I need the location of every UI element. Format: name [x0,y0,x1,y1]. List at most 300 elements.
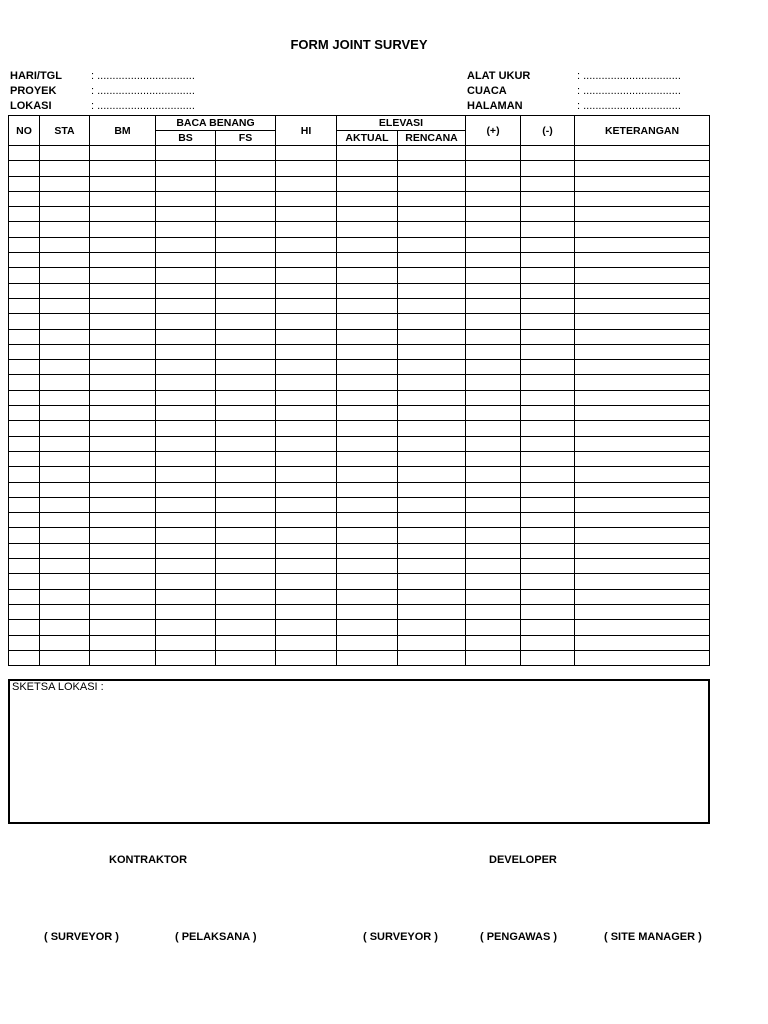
table-cell[interactable] [40,298,90,313]
table-cell[interactable] [337,161,398,176]
table-cell[interactable] [156,451,216,466]
table-cell[interactable] [337,360,398,375]
table-cell[interactable] [466,176,521,191]
table-cell[interactable] [575,513,710,528]
table-cell[interactable] [90,237,156,252]
table-cell[interactable] [216,635,276,650]
table-cell[interactable] [40,191,90,206]
table-cell[interactable] [521,497,575,512]
table-cell[interactable] [90,390,156,405]
table-cell[interactable] [466,390,521,405]
table-cell[interactable] [575,161,710,176]
table-cell[interactable] [156,314,216,329]
table-cell[interactable] [156,620,216,635]
table-cell[interactable] [276,513,337,528]
table-cell[interactable] [156,650,216,665]
table-cell[interactable] [337,298,398,313]
table-cell[interactable] [337,543,398,558]
table-cell[interactable] [9,497,40,512]
table-cell[interactable] [575,650,710,665]
table-cell[interactable] [398,298,466,313]
table-cell[interactable] [521,543,575,558]
table-cell[interactable] [90,146,156,161]
table-cell[interactable] [575,176,710,191]
table-cell[interactable] [156,406,216,421]
table-cell[interactable] [398,467,466,482]
table-cell[interactable] [276,650,337,665]
table-cell[interactable] [216,298,276,313]
table-cell[interactable] [575,268,710,283]
table-cell[interactable] [276,528,337,543]
table-cell[interactable] [156,283,216,298]
table-cell[interactable] [156,559,216,574]
table-cell[interactable] [40,451,90,466]
table-cell[interactable] [9,253,40,268]
table-cell[interactable] [40,161,90,176]
table-cell[interactable] [398,543,466,558]
table-cell[interactable] [156,191,216,206]
table-cell[interactable] [9,283,40,298]
table-cell[interactable] [575,283,710,298]
table-cell[interactable] [156,268,216,283]
table-cell[interactable] [466,574,521,589]
table-cell[interactable] [575,436,710,451]
table-cell[interactable] [9,559,40,574]
table-cell[interactable] [398,253,466,268]
table-cell[interactable] [521,406,575,421]
table-cell[interactable] [398,421,466,436]
table-cell[interactable] [156,421,216,436]
table-cell[interactable] [521,390,575,405]
table-cell[interactable] [466,161,521,176]
table-cell[interactable] [216,237,276,252]
table-cell[interactable] [156,482,216,497]
table-cell[interactable] [337,650,398,665]
table-cell[interactable] [466,543,521,558]
table-cell[interactable] [575,314,710,329]
table-cell[interactable] [466,650,521,665]
table-cell[interactable] [398,222,466,237]
table-cell[interactable] [398,497,466,512]
table-cell[interactable] [398,406,466,421]
table-cell[interactable] [398,329,466,344]
table-cell[interactable] [216,421,276,436]
table-cell[interactable] [575,298,710,313]
table-cell[interactable] [276,191,337,206]
table-cell[interactable] [9,421,40,436]
table-cell[interactable] [90,222,156,237]
table-cell[interactable] [216,161,276,176]
table-cell[interactable] [216,543,276,558]
table-cell[interactable] [216,191,276,206]
table-cell[interactable] [521,298,575,313]
meta-value[interactable]: : ................................ [91,85,195,97]
table-cell[interactable] [9,604,40,619]
table-cell[interactable] [398,528,466,543]
table-cell[interactable] [398,620,466,635]
table-cell[interactable] [466,406,521,421]
table-cell[interactable] [521,604,575,619]
table-cell[interactable] [521,436,575,451]
table-cell[interactable] [337,528,398,543]
table-cell[interactable] [276,268,337,283]
table-cell[interactable] [216,604,276,619]
table-cell[interactable] [575,467,710,482]
table-cell[interactable] [216,360,276,375]
table-cell[interactable] [90,635,156,650]
table-cell[interactable] [9,436,40,451]
table-cell[interactable] [521,207,575,222]
table-cell[interactable] [9,207,40,222]
table-cell[interactable] [40,314,90,329]
meta-value[interactable]: : ................................ [91,70,195,82]
table-cell[interactable] [521,176,575,191]
table-cell[interactable] [337,329,398,344]
table-cell[interactable] [337,635,398,650]
table-cell[interactable] [575,574,710,589]
table-cell[interactable] [90,543,156,558]
table-cell[interactable] [216,589,276,604]
table-cell[interactable] [9,222,40,237]
table-cell[interactable] [575,620,710,635]
table-cell[interactable] [156,253,216,268]
table-cell[interactable] [9,237,40,252]
table-cell[interactable] [575,406,710,421]
table-cell[interactable] [276,146,337,161]
table-cell[interactable] [466,513,521,528]
table-cell[interactable] [575,482,710,497]
table-cell[interactable] [466,620,521,635]
table-cell[interactable] [398,604,466,619]
table-cell[interactable] [156,574,216,589]
table-cell[interactable] [156,344,216,359]
table-cell[interactable] [40,650,90,665]
table-cell[interactable] [90,650,156,665]
table-cell[interactable] [9,574,40,589]
table-cell[interactable] [276,604,337,619]
table-cell[interactable] [521,360,575,375]
table-cell[interactable] [276,237,337,252]
table-cell[interactable] [216,390,276,405]
table-cell[interactable] [216,528,276,543]
table-cell[interactable] [40,329,90,344]
table-cell[interactable] [575,191,710,206]
table-cell[interactable] [156,635,216,650]
table-cell[interactable] [337,191,398,206]
table-cell[interactable] [276,390,337,405]
table-cell[interactable] [156,375,216,390]
table-cell[interactable] [9,314,40,329]
table-cell[interactable] [156,329,216,344]
table-cell[interactable] [466,329,521,344]
table-cell[interactable] [521,620,575,635]
table-cell[interactable] [90,451,156,466]
table-cell[interactable] [216,375,276,390]
table-cell[interactable] [216,207,276,222]
table-cell[interactable] [156,176,216,191]
table-cell[interactable] [398,559,466,574]
table-cell[interactable] [521,283,575,298]
table-cell[interactable] [9,161,40,176]
table-cell[interactable] [90,298,156,313]
table-cell[interactable] [216,314,276,329]
table-cell[interactable] [337,620,398,635]
table-cell[interactable] [9,360,40,375]
table-cell[interactable] [9,467,40,482]
table-cell[interactable] [156,497,216,512]
table-cell[interactable] [9,176,40,191]
table-cell[interactable] [398,360,466,375]
table-cell[interactable] [398,344,466,359]
table-cell[interactable] [337,268,398,283]
table-cell[interactable] [156,298,216,313]
table-cell[interactable] [90,176,156,191]
table-cell[interactable] [90,344,156,359]
table-cell[interactable] [466,635,521,650]
table-cell[interactable] [40,467,90,482]
table-cell[interactable] [156,589,216,604]
table-cell[interactable] [40,528,90,543]
table-cell[interactable] [521,574,575,589]
table-cell[interactable] [9,635,40,650]
table-cell[interactable] [40,237,90,252]
table-cell[interactable] [156,146,216,161]
table-cell[interactable] [466,146,521,161]
table-cell[interactable] [276,344,337,359]
table-cell[interactable] [337,497,398,512]
table-cell[interactable] [398,161,466,176]
table-cell[interactable] [276,620,337,635]
table-cell[interactable] [521,268,575,283]
table-cell[interactable] [216,344,276,359]
table-cell[interactable] [276,298,337,313]
table-cell[interactable] [216,482,276,497]
table-cell[interactable] [90,329,156,344]
table-cell[interactable] [337,222,398,237]
table-cell[interactable] [156,207,216,222]
table-cell[interactable] [398,314,466,329]
table-cell[interactable] [9,329,40,344]
table-cell[interactable] [40,421,90,436]
table-cell[interactable] [521,375,575,390]
table-cell[interactable] [521,146,575,161]
table-cell[interactable] [276,574,337,589]
table-cell[interactable] [156,513,216,528]
table-cell[interactable] [466,497,521,512]
table-cell[interactable] [276,222,337,237]
table-cell[interactable] [40,543,90,558]
table-cell[interactable] [40,620,90,635]
table-cell[interactable] [40,497,90,512]
table-cell[interactable] [90,253,156,268]
table-cell[interactable] [276,497,337,512]
table-cell[interactable] [575,375,710,390]
table-cell[interactable] [216,329,276,344]
table-cell[interactable] [156,222,216,237]
table-cell[interactable] [575,329,710,344]
table-cell[interactable] [521,253,575,268]
table-cell[interactable] [90,360,156,375]
table-cell[interactable] [466,559,521,574]
table-cell[interactable] [276,314,337,329]
table-cell[interactable] [90,191,156,206]
table-cell[interactable] [216,497,276,512]
table-cell[interactable] [575,222,710,237]
table-cell[interactable] [276,421,337,436]
table-cell[interactable] [337,237,398,252]
table-cell[interactable] [90,559,156,574]
table-cell[interactable] [575,451,710,466]
table-cell[interactable] [216,451,276,466]
table-cell[interactable] [398,436,466,451]
table-cell[interactable] [276,176,337,191]
table-cell[interactable] [276,451,337,466]
table-cell[interactable] [466,421,521,436]
table-cell[interactable] [575,589,710,604]
table-cell[interactable] [276,253,337,268]
table-cell[interactable] [398,390,466,405]
table-cell[interactable] [156,237,216,252]
sketch-box[interactable] [8,679,710,824]
table-cell[interactable] [337,467,398,482]
table-cell[interactable] [521,161,575,176]
table-cell[interactable] [40,176,90,191]
table-cell[interactable] [466,283,521,298]
table-cell[interactable] [9,406,40,421]
table-cell[interactable] [398,146,466,161]
table-cell[interactable] [216,436,276,451]
table-cell[interactable] [466,253,521,268]
table-cell[interactable] [156,360,216,375]
table-cell[interactable] [90,589,156,604]
table-cell[interactable] [337,406,398,421]
table-cell[interactable] [337,283,398,298]
table-cell[interactable] [40,375,90,390]
meta-value[interactable]: : ................................ [91,100,195,112]
table-cell[interactable] [337,344,398,359]
table-cell[interactable] [216,406,276,421]
table-cell[interactable] [337,451,398,466]
table-cell[interactable] [40,360,90,375]
table-cell[interactable] [575,360,710,375]
table-cell[interactable] [90,574,156,589]
table-cell[interactable] [40,390,90,405]
table-cell[interactable] [276,360,337,375]
table-cell[interactable] [9,146,40,161]
table-cell[interactable] [575,528,710,543]
table-cell[interactable] [398,574,466,589]
table-cell[interactable] [337,314,398,329]
table-cell[interactable] [398,237,466,252]
table-cell[interactable] [466,360,521,375]
table-cell[interactable] [9,528,40,543]
table-cell[interactable] [90,513,156,528]
table-cell[interactable] [40,513,90,528]
table-cell[interactable] [398,207,466,222]
table-cell[interactable] [156,436,216,451]
table-cell[interactable] [40,146,90,161]
table-cell[interactable] [9,390,40,405]
table-cell[interactable] [90,314,156,329]
table-cell[interactable] [575,390,710,405]
table-cell[interactable] [521,191,575,206]
table-cell[interactable] [575,604,710,619]
table-cell[interactable] [575,146,710,161]
table-cell[interactable] [521,237,575,252]
table-cell[interactable] [156,467,216,482]
table-cell[interactable] [40,207,90,222]
table-cell[interactable] [40,482,90,497]
table-cell[interactable] [40,574,90,589]
table-cell[interactable] [466,604,521,619]
table-cell[interactable] [466,237,521,252]
table-cell[interactable] [337,253,398,268]
table-cell[interactable] [575,253,710,268]
table-cell[interactable] [466,314,521,329]
table-cell[interactable] [40,559,90,574]
table-cell[interactable] [398,589,466,604]
table-cell[interactable] [466,268,521,283]
meta-value[interactable]: : ................................ [577,70,681,82]
table-cell[interactable] [40,283,90,298]
table-cell[interactable] [466,207,521,222]
table-cell[interactable] [90,283,156,298]
table-cell[interactable] [521,589,575,604]
table-cell[interactable] [216,146,276,161]
table-cell[interactable] [521,559,575,574]
table-cell[interactable] [216,574,276,589]
table-cell[interactable] [9,375,40,390]
table-cell[interactable] [276,543,337,558]
meta-value[interactable]: : ................................ [577,85,681,97]
table-cell[interactable] [216,222,276,237]
table-cell[interactable] [466,298,521,313]
table-cell[interactable] [216,467,276,482]
table-cell[interactable] [276,207,337,222]
table-cell[interactable] [90,421,156,436]
table-cell[interactable] [521,421,575,436]
table-cell[interactable] [398,176,466,191]
table-cell[interactable] [276,635,337,650]
table-cell[interactable] [90,497,156,512]
table-cell[interactable] [276,329,337,344]
table-cell[interactable] [90,620,156,635]
table-cell[interactable] [337,589,398,604]
table-cell[interactable] [521,528,575,543]
table-cell[interactable] [575,543,710,558]
table-cell[interactable] [9,650,40,665]
table-cell[interactable] [337,375,398,390]
table-cell[interactable] [90,436,156,451]
table-cell[interactable] [521,344,575,359]
table-cell[interactable] [90,467,156,482]
table-cell[interactable] [9,268,40,283]
table-cell[interactable] [521,650,575,665]
table-cell[interactable] [466,528,521,543]
table-cell[interactable] [398,283,466,298]
table-cell[interactable] [521,451,575,466]
table-cell[interactable] [216,513,276,528]
table-cell[interactable] [521,467,575,482]
table-cell[interactable] [156,543,216,558]
table-cell[interactable] [337,390,398,405]
table-cell[interactable] [276,482,337,497]
table-cell[interactable] [9,543,40,558]
table-cell[interactable] [337,513,398,528]
table-cell[interactable] [575,344,710,359]
table-cell[interactable] [337,574,398,589]
table-cell[interactable] [398,451,466,466]
